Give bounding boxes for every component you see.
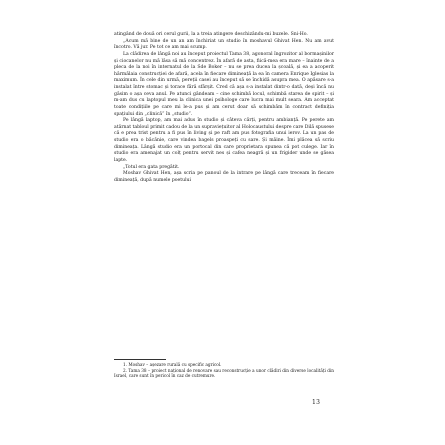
- paragraph: Moshav Ghivat Hen, așa scria pe panoul de la intrare pe lângă care treceam în fiecare dimineață, după numele poetului: [114, 171, 334, 183]
- footnote: 2. Tama 38 – proiect național de renovare sau reconstrucție a unor clădiri din diverse localități din Israel, care sunt în pericol în caz de cutremure.: [114, 367, 334, 379]
- paragraph: „Totul era gata pregătit.: [123, 164, 180, 170]
- paragraph: atingând de două ori cerul gurii, la a treia atingere deschizându-mi buzele. Sni-Ho.: [114, 32, 308, 37]
- footnote-divider: [114, 359, 166, 360]
- footnote: 1. Moshav – așezare rurală cu specific agricol.: [123, 362, 222, 367]
- paragraph: „Acum mă bine de un an am închiriat un studio în moshavul Ghivat Hen. Nu am avut încotro. Vă jur. Pe tot ce am mai scump.: [114, 38, 334, 51]
- page-number: 13: [312, 399, 321, 406]
- footnotes: [114, 359, 334, 379]
- paragraph: La clădirea de lângă noi au început proiectul Tama 38, agonoral îngrozitor al bormașinilor și ciocanelor nu mă lăsa să mă concentrez. În afară de asta, fiică-mea era mare – înainte de a pleca de la noi în internatul de la Sde Boker – nu se prea ducea la școală, și ea a acoperit hărmălaia construcției de afară, acela în fiecare dimineață la ea în camera Enrique Iglesias la maximum. În cele din urmă, pereții casei au început să se închidă asupra mea. O apăsare s-a instalat între stomac și torace fără sfârșit. Cred că așa s-a instalat dintr-o dată, deși încă nu găsim o așa ceva anul. Pe atunci gândeam – cine schimbă locul, schimbă starea de spirit – și m-am dus cu laptopul meu la clinica unei psihologe care lucra mai mult seara. Am acceptat toate condițiile pe care mi le-a pus și am cerut doar să schimbăm în contract definiția spațiului din „clinică” în „studio”.: [114, 51, 334, 117]
- paragraph: Pe lângă laptop, am mai adus în studio și câteva cărți, pentru ambianță. Pe perete am atârnat tabloul primit cadou de la un supraviețuitor al Holocaustului despre care Dilă spusese că e prea trist pentru a fi pus în living și pe raft am pus fotografia unui ierov. La un pas de studio era o băcănie, care vindea bagels proaspeți cu sare. Și mâine. Îmi plăcea să scriu dimineața. Lângă studio era un portocal din care proprietara spunea că pot culege. Iar în studio era amenajat un colț pentru servit nes și cafea neagră și un frigider unde se găsea lapte.: [114, 118, 334, 163]
- body-text: [114, 32, 334, 184]
